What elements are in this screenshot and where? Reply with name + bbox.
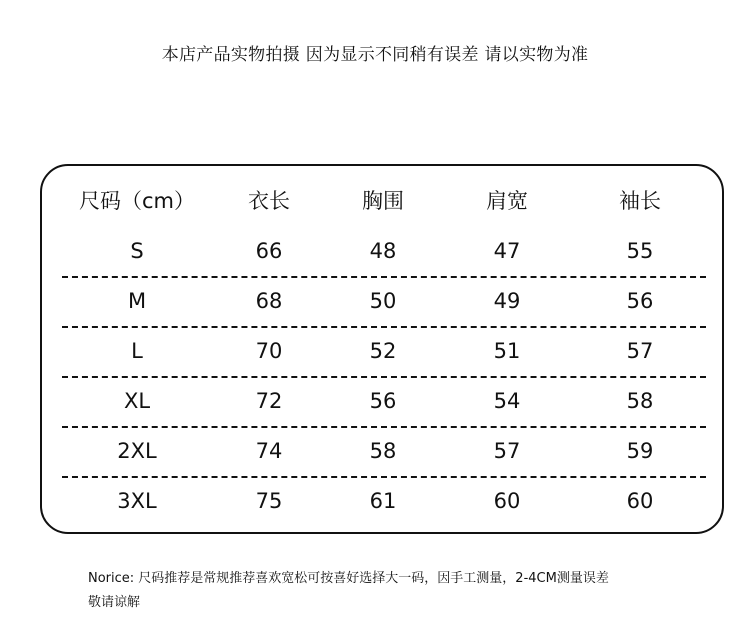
cell-shoulder: 49 — [493, 289, 521, 313]
footer-note-line: 敬请谅解 — [88, 595, 141, 610]
cell-sleeve: 57 — [626, 339, 654, 363]
cell-sleeve: 55 — [626, 239, 654, 263]
cell-shoulder: 57 — [493, 439, 521, 463]
cell-length: 75 — [255, 489, 283, 513]
cell-size: M — [127, 289, 147, 313]
cell-shoulder: 51 — [493, 339, 521, 363]
cell-sleeve: 56 — [626, 289, 654, 313]
table-row — [62, 426, 706, 478]
cell-size: S — [130, 239, 144, 263]
cell-chest: 58 — [369, 439, 397, 463]
cell-length: 72 — [255, 389, 283, 413]
cell-chest: 61 — [369, 489, 397, 513]
cell-length: 74 — [255, 439, 283, 463]
top-note: 本店产品实物拍摄 因为显示不同稍有误差 请以实物为准 — [161, 45, 589, 65]
cell-sleeve: 59 — [626, 439, 654, 463]
cell-chest: 50 — [369, 289, 397, 313]
cell-length: 70 — [255, 339, 283, 363]
table-row — [62, 226, 706, 278]
size-chart-table — [40, 164, 724, 534]
header-shoulder: 肩宽 — [486, 189, 528, 213]
table-row — [62, 376, 706, 428]
table-row — [62, 476, 706, 526]
header-chest: 胸围 — [362, 189, 404, 213]
cell-chest: 48 — [369, 239, 397, 263]
cell-size: L — [131, 339, 143, 363]
cell-size: 3XL — [117, 489, 157, 513]
cell-shoulder: 47 — [493, 239, 521, 263]
cell-size: XL — [123, 389, 151, 413]
cell-length: 66 — [255, 239, 283, 263]
cell-shoulder: 54 — [493, 389, 521, 413]
table-header-row — [62, 176, 706, 226]
footer-note — [88, 567, 708, 615]
cell-chest: 56 — [369, 389, 397, 413]
cell-size: 2XL — [117, 439, 157, 463]
cell-sleeve: 58 — [626, 389, 654, 413]
header-sleeve: 袖长 — [619, 189, 661, 213]
cell-length: 68 — [255, 289, 283, 313]
table-row — [62, 326, 706, 378]
cell-shoulder: 60 — [493, 489, 521, 513]
header-size: 尺码（cm） — [78, 189, 195, 213]
header-length: 衣长 — [248, 189, 290, 213]
table-row — [62, 276, 706, 328]
cell-chest: 52 — [369, 339, 397, 363]
footer-note-line: Norice: 尺码推荐是常规推荐喜欢宽松可按喜好选择大一码，因手工测量，2-4CM测量误差 — [88, 571, 609, 586]
cell-sleeve: 60 — [626, 489, 654, 513]
